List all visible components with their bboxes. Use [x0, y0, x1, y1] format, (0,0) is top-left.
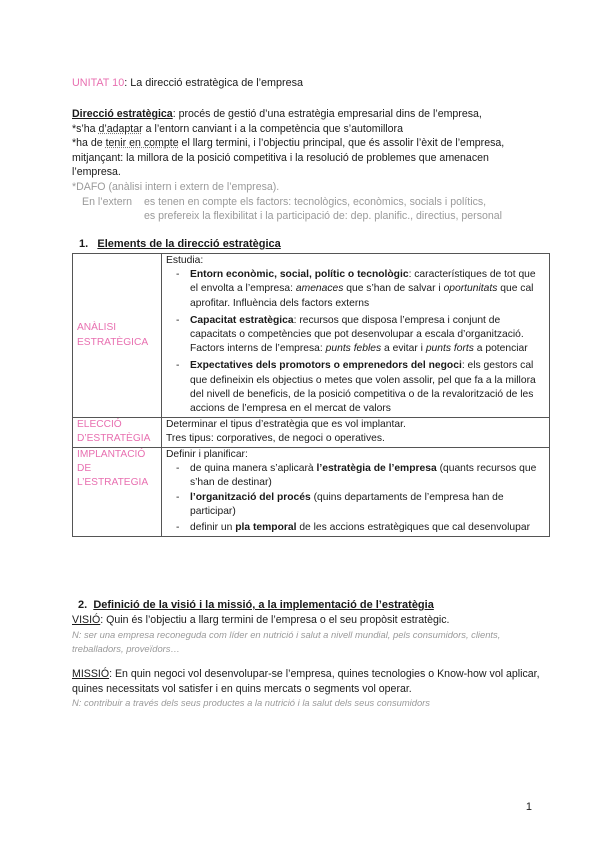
table-row-implementation [73, 447, 550, 536]
analysis-item-1-text-b: que s’han de salvar i [343, 283, 444, 295]
analysis-item-2-text-a: : recursos que disposa l’empresa i conjunt de capacitats o competències que pot desenvolupar a escala d’organització. Factors interns de l’empresa: [190, 314, 524, 355]
intro-line-3-underlined: tenir en compte [105, 137, 179, 150]
impl-item-2-text: (quins departaments de l’empresa han de participar) [190, 492, 504, 518]
analysis-item-2-strong: punts forts [425, 343, 474, 355]
election-line-2: Tres tipus: corporatives, de negoci o operatives. [166, 433, 385, 445]
extern-label: En l’extern [82, 195, 133, 208]
definition-line [72, 107, 542, 122]
mission-text: : En quin negoci vol desenvolupar-se l’empresa, quines tecnologies o Know-how vol aplicar, quines necessitats vol satisfer i en quins mercats o segments vol operar. [72, 668, 540, 695]
analysis-item-3-text: : els gestors cal que defineixin els objectius o metes que volen assolir, pel que fa a la millora del nivell de beneficis, de la posició competitiva o de la revalorització de les accions de l’empresa en el mercat de valors [190, 360, 536, 415]
row-label-election: ELECCIÓ D’ESTRATÈGIA [73, 418, 162, 447]
mission-line [72, 667, 544, 696]
list-item [180, 462, 545, 490]
intro-line-3 [72, 136, 542, 151]
intro-line-5: l’empresa. [72, 166, 121, 179]
intern-text: es prefereix la flexibilitat i la participació de: dep. planific., directius, personal [144, 210, 503, 223]
impl-item-3-text-b: de les accions estratègiques que cal desenvolupar [296, 521, 531, 533]
analysis-intro: Estudia: [166, 255, 204, 266]
intro-line-4: mitjançant: la millora de la posició competitiva i la resolució de problemes que amenacen [72, 151, 489, 164]
analysis-item-1-threats: amenaces [295, 283, 344, 295]
list-item [180, 359, 545, 416]
section-1-number: 1. [79, 238, 89, 250]
analysis-item-1-title: Entorn econòmic, social, polític o tecnològic [190, 269, 409, 281]
row-content-implementation [162, 447, 550, 536]
table-row-analysis [73, 254, 550, 418]
list-item [180, 314, 545, 357]
elements-table [72, 253, 550, 537]
title-text: : La direcció estratègica de l’empresa [124, 77, 304, 89]
analysis-item-2-text-c: a potenciar [473, 343, 528, 355]
intro-line-2-a: *s’ha [72, 122, 99, 135]
page-title [72, 76, 303, 91]
list-item [180, 491, 545, 519]
analysis-list [166, 268, 545, 416]
implementation-intro: Definir i planificar: [166, 448, 248, 460]
analysis-item-2-text-b: a evitar i [381, 343, 426, 355]
mission-block [72, 667, 544, 710]
analysis-item-2-title: Capacitat estratègica [190, 314, 294, 326]
intro-line-2-underlined: d’adaptar [98, 122, 143, 135]
section-1-heading [79, 237, 281, 252]
mission-example: N: contribuir a través dels seus productes a la nutrició i la salut dels seus consumidors [72, 697, 430, 709]
mission-label: MISSIÓ [72, 668, 110, 680]
row-content-analysis [162, 254, 550, 418]
impl-item-3-bold: pla temporal [235, 521, 297, 533]
analysis-item-1-text-a: : característiques de tot que el envolta a l’empresa: [190, 269, 536, 295]
analysis-item-3-title: Expectatives dels promotors o emprenedors del negoci [190, 360, 462, 372]
intro-line-2 [72, 122, 542, 137]
implementation-list [166, 462, 545, 535]
intro-line-3-b: el llarg termini, i l’objectiu principal, que és assolir l’èxit de l’empresa, [178, 137, 505, 150]
analysis-item-1-opportunities: oportunitats [443, 283, 498, 295]
unit-label: UNITAT 10 [72, 77, 125, 89]
impl-item-2-bold: l’organització del procés [190, 492, 311, 504]
table-row-election [73, 418, 550, 447]
page-number: 1 [525, 801, 532, 813]
vision-label: VISIÓ [72, 614, 101, 626]
impl-item-1-text-a: de quina manera s’aplicarà [190, 462, 317, 474]
vision-text: : Quin és l’objectiu a llarg termini de l’empresa o el seu propòsit estratègic. [100, 614, 450, 626]
impl-item-1-text-b: (quants recursos que s’han de destinar) [190, 462, 537, 489]
row-content-election [162, 418, 550, 447]
list-item [180, 521, 545, 535]
dafo-line: *DAFO (anàlisi intern i extern de l’empresa). [72, 180, 280, 193]
section-2-number: 2. [78, 599, 88, 611]
extern-text: es tenen en compte els factors: tecnològics, econòmics, socials i polítics, [144, 195, 487, 208]
definition-term: Direcció estratègica [72, 108, 173, 120]
impl-item-1-bold: l’estratègia de l’empresa [316, 462, 437, 474]
intro-line-2-b: a l’entorn canviant i a la competència que s’automillora [142, 122, 403, 135]
analysis-item-1-text-c: que cal aprofitar. Influència dels factors externs [190, 283, 534, 309]
vision-line [72, 613, 542, 628]
section-2-heading [78, 598, 434, 613]
row-label-implementation: IMPLANTACIÓ DE L’ESTRATEGIA [73, 447, 162, 536]
row-label-analysis: ANÀLISI ESTRATÈGICA [73, 254, 162, 418]
vision-example: N: ser una empresa reconeguda com líder en nutrició i salut a nivell mundial, pels consumidors, clients, treballadors, proveïdors… [72, 628, 501, 654]
election-line-1: Determinar el tipus d’estratègia que es vol implantar. [166, 419, 406, 431]
vision-block [72, 613, 542, 656]
intro-block [72, 107, 542, 224]
extern-line [72, 195, 542, 210]
intern-line [72, 209, 542, 224]
intro-line-3-a: *ha de [72, 137, 106, 150]
impl-item-3-text-a: definir un [190, 521, 236, 533]
list-item [180, 268, 545, 311]
section-2-title: Definició de la visió i la missió, a la implementació de l’estratègia [93, 599, 434, 611]
analysis-item-2-weak: punts febles [325, 343, 382, 355]
section-1-title: Elements de la direcció estratègica [97, 238, 281, 250]
definition-text: : procés de gestió d’una estratègia empresarial dins de l’empresa, [172, 108, 482, 120]
